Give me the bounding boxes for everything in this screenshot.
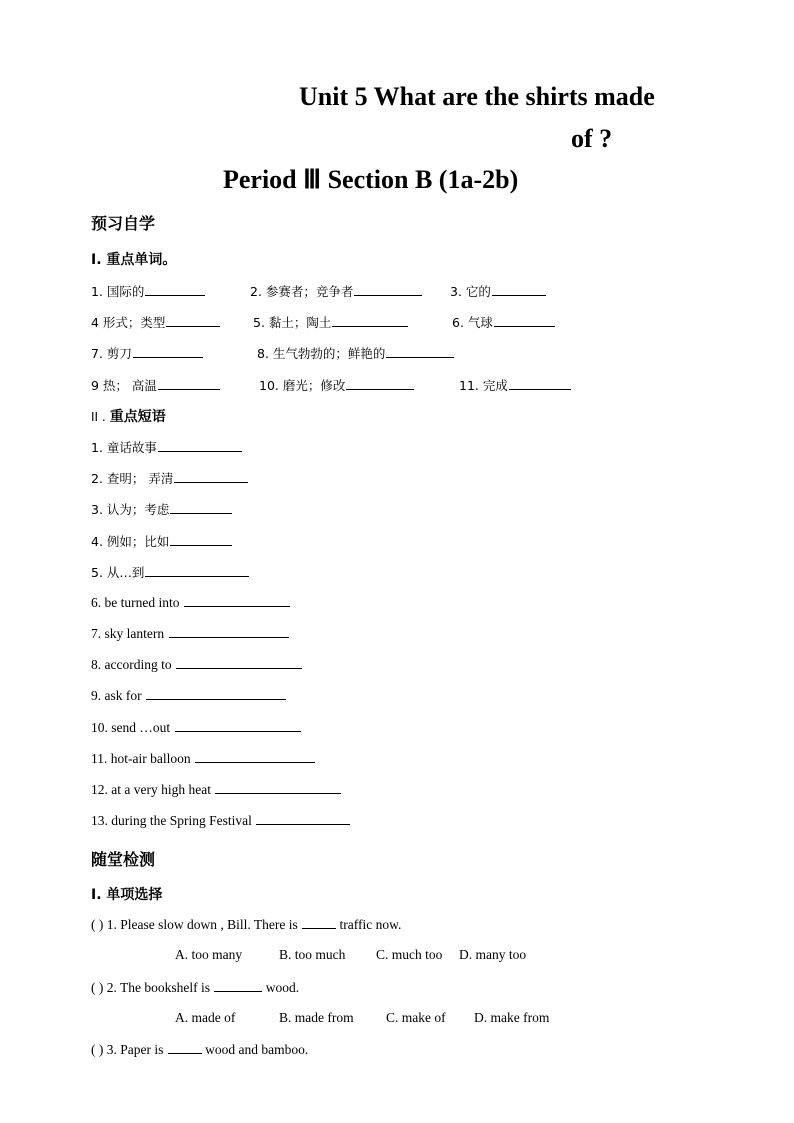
option[interactable]: D. make from xyxy=(474,1010,550,1025)
subtitle: Period Ⅲ Section B (1a-2b) xyxy=(223,165,519,194)
phrases-heading: II . 重点短语 xyxy=(91,409,166,425)
phrase-item: 8. according to xyxy=(91,656,302,673)
answer-blank[interactable] xyxy=(332,314,408,327)
phrase-item: 11. hot-air balloon xyxy=(91,750,315,767)
answer-blank[interactable] xyxy=(494,314,555,327)
answer-blank[interactable] xyxy=(346,377,414,390)
word-item: 5. 黏土；陶土 xyxy=(253,313,408,331)
word-item: 6. 气球 xyxy=(452,313,555,331)
word-item: 9 热； 高温 xyxy=(91,376,220,394)
option[interactable]: B. made from xyxy=(279,1010,354,1025)
option[interactable]: B. too much xyxy=(279,947,346,962)
phrase-item: 6. be turned into xyxy=(91,594,290,611)
phrase-item: 4. 例如；比如 xyxy=(91,532,232,550)
phrase-item: 13. during the Spring Festival xyxy=(91,812,350,829)
question: ( ) 3. Paper is wood and bamboo. xyxy=(91,1042,309,1057)
answer-blank[interactable] xyxy=(492,283,546,296)
answer-blank[interactable] xyxy=(170,501,232,514)
phrase-item: 12. at a very high heat xyxy=(91,781,341,798)
word-item: 7. 剪刀 xyxy=(91,344,203,362)
answer-blank[interactable] xyxy=(146,687,286,700)
answer-blank[interactable] xyxy=(158,439,242,452)
phrase-item: 2. 查明； 弄清 xyxy=(91,469,248,487)
answer-blank[interactable] xyxy=(195,750,315,763)
phrase-item: 1. 童话故事 xyxy=(91,438,242,456)
answer-blank[interactable] xyxy=(145,564,249,577)
word-item: 8. 生气勃勃的；鲜艳的 xyxy=(257,344,454,362)
answer-blank[interactable] xyxy=(145,283,205,296)
word-item: 2. 参赛者；竞争者 xyxy=(250,282,422,300)
option[interactable]: A. too many xyxy=(175,947,243,962)
answer-blank[interactable] xyxy=(302,916,336,929)
title-line-1: Unit 5 What are the shirts made xyxy=(299,82,655,111)
answer-blank[interactable] xyxy=(168,1041,202,1054)
word-item: 1. 国际的 xyxy=(91,282,205,300)
answer-blank[interactable] xyxy=(214,979,262,992)
answer-blank[interactable] xyxy=(386,345,454,358)
answer-bracket[interactable]: ( ) xyxy=(91,1042,104,1057)
words-heading: I. 重点单词。 xyxy=(91,252,177,268)
phrase-item: 9. ask for xyxy=(91,687,286,704)
option[interactable]: C. make of xyxy=(386,1010,446,1025)
phrase-item: 3. 认为；考虑 xyxy=(91,500,232,518)
answer-blank[interactable] xyxy=(169,625,289,638)
question: ( ) 1. Please slow down , Bill. There is traffic now. xyxy=(91,917,402,932)
answer-blank[interactable] xyxy=(509,377,571,390)
phrase-item: 7. sky lantern xyxy=(91,625,289,642)
answer-blank[interactable] xyxy=(176,656,302,669)
section-heading-test: 随堂检测 xyxy=(91,850,156,869)
word-item: 11. 完成 xyxy=(459,376,571,394)
section-heading-preview: 预习自学 xyxy=(91,214,156,233)
answer-blank[interactable] xyxy=(354,283,422,296)
option[interactable]: A. made of xyxy=(175,1010,236,1025)
title-line-2: of ? xyxy=(571,124,613,153)
choice-heading: I. 单项选择 xyxy=(91,887,163,903)
answer-blank[interactable] xyxy=(166,314,220,327)
answer-blank[interactable] xyxy=(175,719,301,732)
answer-blank[interactable] xyxy=(184,594,290,607)
answer-bracket[interactable]: ( ) xyxy=(91,917,104,932)
answer-blank[interactable] xyxy=(158,377,220,390)
phrase-item: 5. 从…到 xyxy=(91,563,249,581)
option[interactable]: C. much too xyxy=(376,947,443,962)
question: ( ) 2. The bookshelf is wood. xyxy=(91,980,300,995)
phrase-item: 10. send …out xyxy=(91,719,301,736)
answer-blank[interactable] xyxy=(133,345,203,358)
answer-blank[interactable] xyxy=(174,470,248,483)
answer-bracket[interactable]: ( ) xyxy=(91,980,104,995)
answer-blank[interactable] xyxy=(256,812,350,825)
word-item: 4 形式；类型 xyxy=(91,313,220,331)
word-item: 3. 它的 xyxy=(450,282,546,300)
word-item: 10. 磨光；修改 xyxy=(259,376,414,394)
option[interactable]: D. many too xyxy=(459,947,527,962)
answer-blank[interactable] xyxy=(215,781,341,794)
answer-blank[interactable] xyxy=(170,533,232,546)
